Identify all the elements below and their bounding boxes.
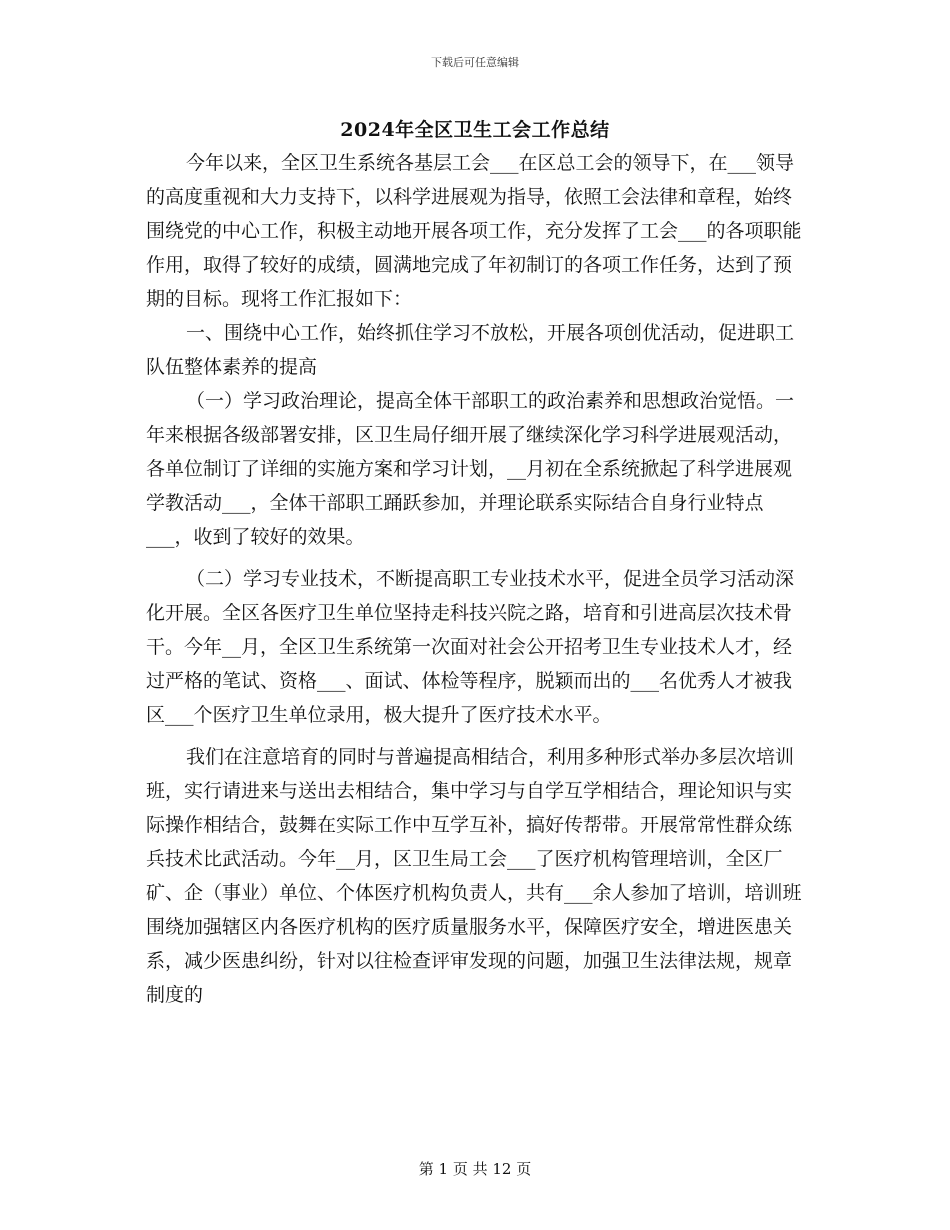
- page-header-note: 下载后可任意编辑: [431, 56, 519, 69]
- document-title: 2024年全区卫生工会工作总结: [340, 119, 610, 141]
- document-body: [146, 146, 806, 1012]
- paragraph-intro: 今年以来，全区卫生系统各基层工会___在区总工会的领导下，在___领导的高度重视和大力支持下，以科学进展观为指导，依照工会法律和章程，始终围绕党的中心工作，积极主动地开展各项工作，充分发挥了工会___的各项职能作用，取得了较好的成绩，圆满地完成了年初制订的各项工作任务，达到了预期的目标。现将工作汇报如下：: [146, 152, 802, 310]
- page-number: 第 1 页 共 12 页: [418, 1160, 532, 1178]
- paragraph-subsection-2: （二）学习专业技术，不断提高职工专业技术水平，促进全员学习活动深化开展。全区各医疗卫生单位坚持走科技兴院之路，培育和引进高层次技术骨干。今年__月，全区卫生系统第一次面对社会公开招考卫生专业技术人才，经过严格的笔试、资格___、面试、体检等程序，脱颖而出的___名优秀人才被我区___个医疗卫生单位录用，极大提升了医疗技术水平。: [146, 568, 795, 726]
- paragraph-section-1-heading: 一、围绕中心工作，始终抓住学习不放松，开展各项创优活动，促进职工队伍整体素养的提高: [146, 322, 795, 378]
- paragraph-subsection-1: （一）学习政治理论，提高全体干部职工的政治素养和思想政治觉悟。一年来根据各级部署安排，区卫生局仔细开展了继续深化学习科学进展观活动，各单位制订了详细的实施方案和学习计划，__月初在全系统掀起了科学进展观学教活动___，全体干部职工踊跃参加，并理论联系实际结合自身行业特点___，收到了较好的效果。: [146, 390, 795, 548]
- paragraph-training: 我们在注意培育的同时与普遍提高相结合，利用多种形式举办多层次培训班，实行请进来与送出去相结合，集中学习与自学互学相结合，理论知识与实际操作相结合，鼓舞在实际工作中互学互补，搞好传帮带。开展常常性群众练兵技术比武活动。今年__月，区卫生局工会___了医疗机构管理培训，全区厂矿、企（事业）单位、个体医疗机构负责人，共有___余人参加了培训，培训班围绕加强辖区内各医疗机构的医疗质量服务水平，保障医疗安全，增进医患关系，减少医患纠纷，针对以往检查评审发现的问题，加强卫生法律法规，规章制度的: [146, 746, 802, 1006]
